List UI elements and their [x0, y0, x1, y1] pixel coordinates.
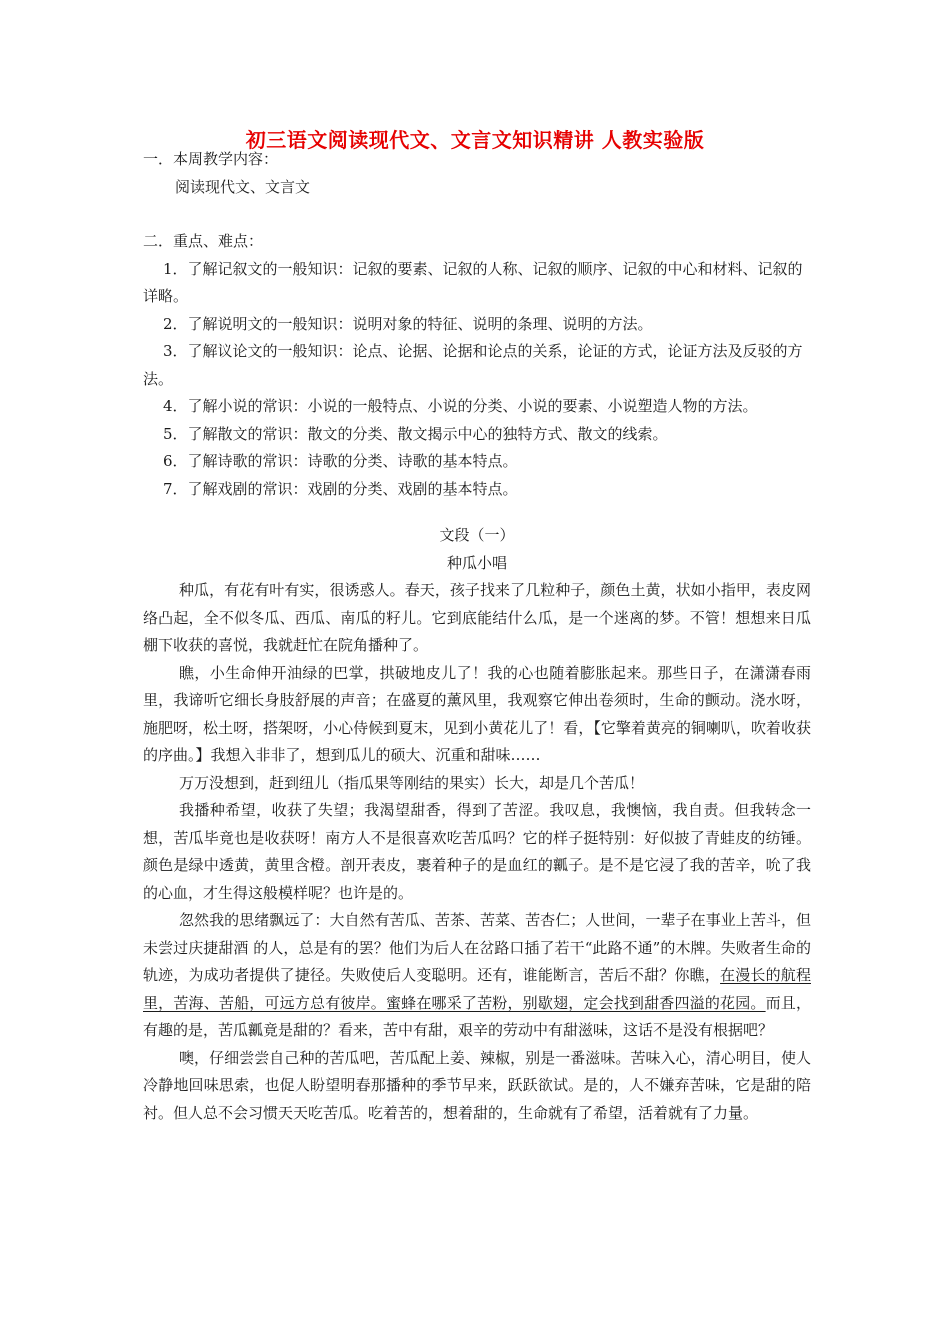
paragraph-text: 而且，有趣的是，苦瓜瓤竟是甜的？看来，苦中有甜，艰辛的劳动中有甜滋味，这话不是没有根据吧？ [143, 993, 811, 1039]
passage-paragraph [143, 907, 811, 1045]
document-body [143, 146, 811, 1127]
list-item: 3．了解议论文的一般知识：论点、论据、论据和论点的关系，论证的方式，论证方法及反驳的方法。 [143, 342, 803, 388]
passage-paragraph: 万万没想到，赶到纽儿（指瓜果等刚结的果实）长大，却是几个苦瓜！ [179, 773, 645, 792]
section2-heading: 二．重点、难点： [143, 232, 264, 250]
passage-paragraph: 种瓜，有花有叶有实，很诱惑人。春天，孩子找来了几粒种子，颜色土黄，状如小指甲，表皮网络凸起，全不似冬瓜、西瓜、南瓜的籽儿。它到底能结什么瓜，是一个迷离的梦。不管！想想来日瓜棚下收获的喜悦，我就赶忙在院角播种了。 [143, 581, 811, 654]
passage-paragraph: 我播种希望，收获了失望；我渴望甜香，得到了苦涩。我叹息，我懊恼，我自责。但我转念一想，苦瓜毕竟也是收获呀！南方人不是很喜欢吃苦瓜吗？它的样子挺特别：好似披了青蛙皮的纺锤。颜色是绿中透黄，黄里含橙。剖开表皮，裹着种子的是血红的瓤子。是不是它浸了我的苦辛，吮了我的心血，才生得这般模样呢？也许是的。 [143, 801, 811, 902]
underlined-sentence: 在漫长的航程里，苦海、苦船，可远方总有彼岸。蜜蜂在哪采了苦粉，别歇翅，定会找到甜香四溢的花园。 [143, 966, 811, 1012]
passage-paragraph: 瞧，小生命伸开油绿的巴掌，拱破地皮儿了！我的心也随着膨胀起来。那些日子，在潇潇春雨里，我谛听它细长身肢舒展的声音；在盛夏的薰风里，我观察它伸出卷须时，生命的颤动。浇水呀，施肥呀，松土呀，搭架呀，小心侍候到夏末，见到小黄花儿了！看，【它擎着黄亮的铜喇叭，吹着收获的序曲。】我想入非非了，想到瓜儿的硕大、沉重和甜味…… [143, 663, 811, 764]
paragraph-text: 忽然我的思绪飘远了：大自然有苦瓜、苦茶、苦菜、苦杏仁；人世间，一辈子在事业上苦斗，但未尝过庆捷甜酒 的人，总是有的罢？他们为后人在岔路口插了若干“此路不通”的木牌。失败者生命的轨迹，为成功者提供了捷径。失败使后人变聪明。还有，谁能断言，苦后不甜？你瞧， [143, 911, 811, 984]
document-title: 初三语文阅读现代文、文言文知识精讲 人教实验版 [245, 128, 705, 152]
list-item: 4．了解小说的常识：小说的一般特点、小说的分类、小说的要素、小说塑造人物的方法。 [163, 397, 758, 415]
list-item: 2．了解说明文的一般知识：说明对象的特征、说明的条理、说明的方法。 [163, 314, 653, 333]
list-item: 1．了解记叙文的一般知识：记叙的要素、记叙的人称、记叙的顺序、记叙的中心和材料、记叙的详略。 [143, 259, 803, 305]
list-item: 7．了解戏剧的常识：戏剧的分类、戏剧的基本特点。 [163, 479, 518, 498]
passage-title: 种瓜小唱 [446, 553, 507, 572]
list-item: 6．了解诗歌的常识：诗歌的分类、诗歌的基本特点。 [163, 452, 518, 470]
passage-label: 文段（一） [439, 526, 515, 544]
list-item: 5．了解散文的常识：散文的分类、散文揭示中心的独特方式、散文的线索。 [163, 424, 668, 443]
passage-paragraph: 噢，仔细尝尝自己种的苦瓜吧，苦瓜配上姜、辣椒，别是一番滋味。苦味入心，清心明目，使人冷静地回味思索，也促人盼望明春那播种的季节早来，跃跃欲试。是的，人不嫌弃苦味，它是甜的陪衬。但人总不会习惯天天吃苦瓜。吃着苦的，想着甜的，生命就有了希望，活着就有了力量。 [143, 1048, 811, 1122]
section1-content: 阅读现代文、文言文 [175, 177, 311, 196]
section1-heading: 一．本周教学内容： [143, 150, 279, 168]
